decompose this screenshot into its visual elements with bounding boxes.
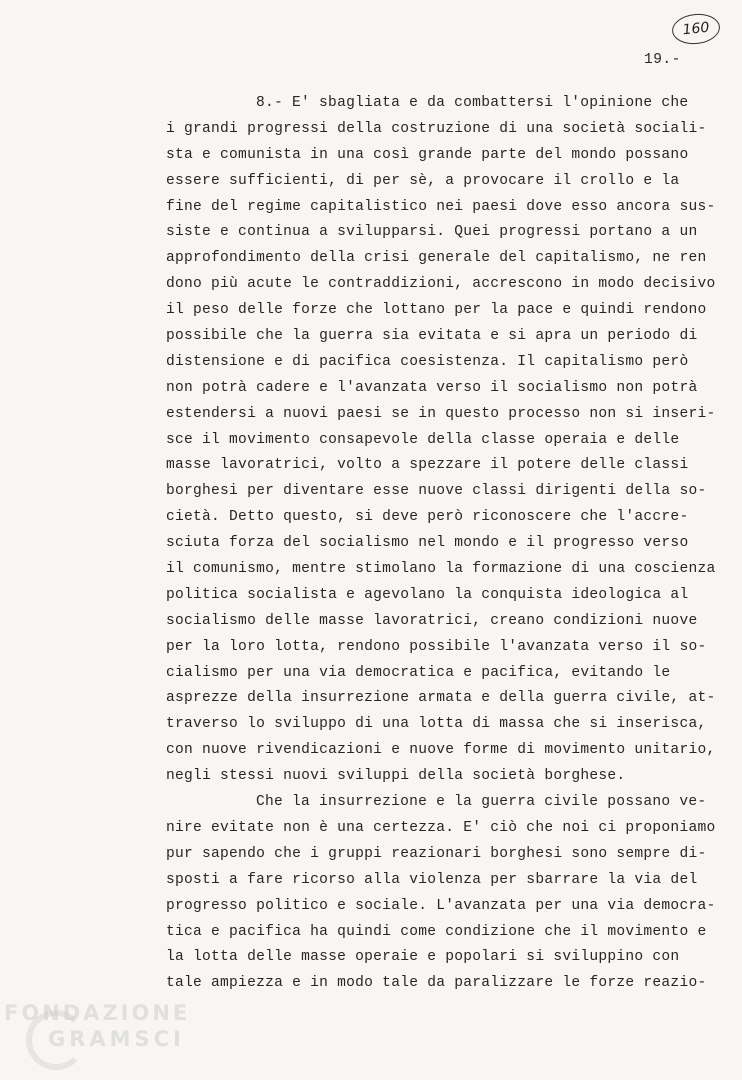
page-number: 19.- [644,52,681,68]
text-line: asprezze della insurrezione armata e della guerra civile, at- [166,690,716,707]
text-line: cialismo per una via democratica e pacifica, evitando le [166,664,671,681]
text-line: sce il movimento consapevole della classe operaia e delle [166,431,680,448]
text-line: sposti a fare ricorso alla violenza per sbarrare la via del [166,871,698,888]
text-line: il peso delle forze che lottano per la pace e quindi rendono [166,302,707,319]
text-line: progresso politico e sociale. L'avanzata per una via democra- [166,897,716,914]
text-line: socialismo delle masse lavoratrici, creano condizioni nuove [166,612,698,629]
text-line: la lotta delle masse operaie e popolari si sviluppino con [166,949,680,966]
text-line: i grandi progressi della costruzione di una società sociali- [166,120,707,137]
text-line: per la loro lotta, rendono possibile l'avanzata verso il so- [166,638,707,655]
text-line: dono più acute le contraddizioni, accrescono in modo decisivo [166,276,716,293]
paragraph [166,91,726,790]
text-line: sta e comunista in una così grande parte del mondo possano [166,146,689,163]
text-line: nire evitate non è una certezza. E' ciò che noi ci proponiamo [166,819,716,836]
text-line: non potrà cadere e l'avanzata verso il socialismo non potrà [166,379,698,396]
text-line: con nuove rivendicazioni e nuove forme di movimento unitario, [166,742,716,759]
text-line: masse lavoratrici, volto a spezzare il potere delle classi [166,457,689,474]
text-line: sciuta forza del socialismo nel mondo e il progresso verso [166,535,689,552]
text-line: possibile che la guerra sia evitata e si apra un periodo di [166,328,698,345]
text-line: politica socialista e agevolano la conquista ideologica al [166,586,689,603]
text-line: siste e continua a svilupparsi. Quei progressi portano a un [166,224,698,241]
text-line: tica e pacifica ha quindi come condizione che il movimento e [166,923,707,940]
archive-number-stamp [671,12,722,47]
text-line: traverso lo sviluppo di una lotta di massa che si inserisca, [166,716,707,733]
text-line: distensione e di pacifica coesistenza. Il capitalismo però [166,353,689,370]
text-line: cietà. Detto questo, si deve però riconoscere che l'accre- [166,509,689,526]
paragraph [166,790,726,997]
text-line: approfondimento della crisi generale del capitalismo, ne ren [166,250,707,267]
text-line: estendersi a nuovi paesi se in questo processo non si inseri- [166,405,716,422]
body-text [166,91,726,997]
watermark-line-2: GRAMSCI [48,1027,185,1051]
watermark [4,1000,194,1052]
text-line: fine del regime capitalistico nei paesi dove esso ancora sus- [166,198,716,215]
watermark-line-1: FONDAZIONE [4,1001,191,1025]
text-line: tale ampiezza e in modo tale da paralizzare le forze reazio- [166,975,707,992]
text-line: Che la insurrezione e la guerra civile possano ve- [256,794,707,811]
text-line: essere sufficienti, di per sè, a provocare il crollo e la [166,172,680,189]
text-line: borghesi per diventare esse nuove classi dirigenti della so- [166,483,707,500]
text-line: pur sapendo che i gruppi reazionari borghesi sono sempre di- [166,845,707,862]
text-line: negli stessi nuovi sviluppi della società borghese. [166,768,626,785]
archive-number: 160 [681,19,711,39]
text-line: il comunismo, mentre stimolano la formazione di una coscienza [166,561,716,578]
text-line: 8.- E' sbagliata e da combattersi l'opinione che [256,95,689,111]
